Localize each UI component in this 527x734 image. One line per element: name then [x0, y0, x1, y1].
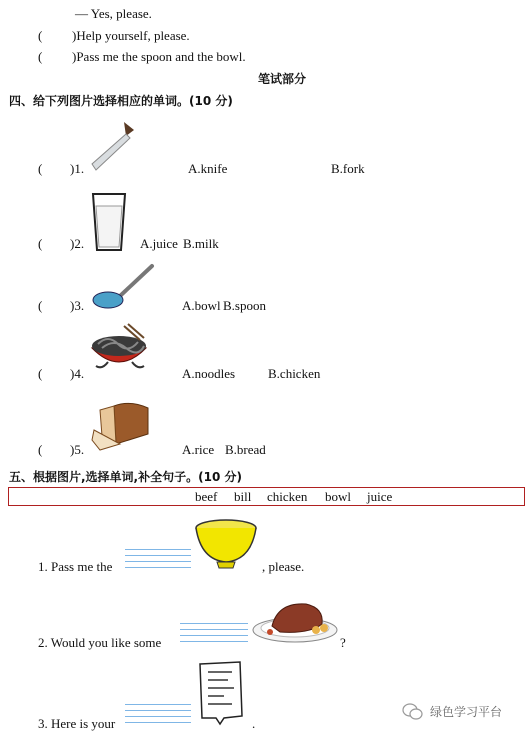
- word-bank-word: chicken: [267, 489, 308, 504]
- sentence-text: 2. Would you like some: [38, 635, 162, 650]
- glass-icon: [90, 192, 128, 252]
- item-number: )2.: [70, 236, 85, 251]
- sentence-text: 1. Pass me the: [38, 559, 113, 574]
- option-a: A.noodles: [182, 366, 236, 381]
- word-bank-word: juice: [367, 489, 393, 504]
- answer-paren: (: [38, 298, 43, 313]
- answer-blank[interactable]: [125, 549, 191, 573]
- answer-blank[interactable]: [125, 704, 191, 728]
- bill-icon: [194, 660, 248, 726]
- answer-paren: (: [38, 366, 43, 381]
- noodles-bowl-icon: [88, 322, 150, 374]
- answer-paren: (: [38, 161, 43, 176]
- option-b: B.fork: [331, 161, 365, 176]
- bowl-icon: [193, 516, 259, 570]
- item-number: )5.: [70, 442, 85, 457]
- answer-paren: (: [38, 442, 43, 457]
- sentence-text: .: [252, 716, 256, 731]
- option-a: A.juice: [140, 236, 178, 251]
- sentence-text: ?: [340, 635, 346, 650]
- option-a: A.knife: [188, 161, 228, 176]
- word-bank-word: bowl: [325, 489, 351, 504]
- item-number: )1.: [70, 161, 85, 176]
- option-a: A.bowl: [182, 298, 221, 313]
- beef-plate-icon: [250, 596, 340, 646]
- dialog-question: )Pass me the spoon and the bowl.: [72, 49, 246, 64]
- watermark-text: 绿色学习平台: [430, 705, 503, 719]
- bread-icon: [90, 400, 156, 452]
- option-b: B.bread: [225, 442, 266, 457]
- word-bank-word: beef: [195, 489, 218, 504]
- word-bank-word: bill: [234, 489, 252, 504]
- spoon-icon: [90, 262, 156, 310]
- sentence-text: 3. Here is your: [38, 716, 116, 731]
- knife-icon: [88, 118, 140, 172]
- wechat-icon: [402, 703, 424, 721]
- item-number: )4.: [70, 366, 85, 381]
- option-b: B.milk: [183, 236, 219, 251]
- answer-paren: (: [38, 28, 43, 43]
- item-number: )3.: [70, 298, 85, 313]
- section-title: 四、给下列图片选择相应的单词。(10 分): [9, 94, 233, 108]
- dialog-line: — Yes, please.: [75, 6, 152, 21]
- option-a: A.rice: [182, 442, 215, 457]
- answer-paren: (: [38, 236, 43, 251]
- section-title: 五、根据图片,选择单词,补全句子。(10 分): [9, 470, 242, 484]
- word-bank: [8, 487, 525, 506]
- option-b: B.chicken: [268, 366, 321, 381]
- answer-blank[interactable]: [180, 623, 248, 647]
- answer-paren: (: [38, 49, 43, 64]
- dialog-question: )Help yourself, please.: [72, 28, 190, 43]
- option-b: B.spoon: [223, 298, 266, 313]
- sentence-text: , please.: [262, 559, 305, 574]
- section-heading: 笔试部分: [258, 72, 307, 86]
